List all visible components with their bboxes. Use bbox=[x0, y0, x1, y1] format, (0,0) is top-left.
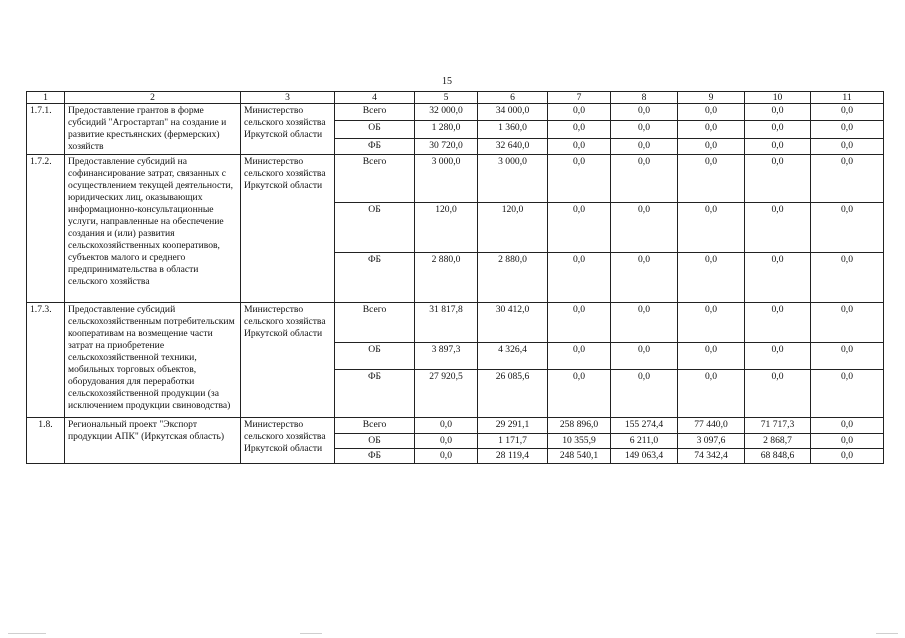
value-cell: 2 880,0 bbox=[478, 253, 548, 303]
value-cell: 1 360,0 bbox=[478, 121, 548, 138]
header-cell: 6 bbox=[478, 92, 548, 104]
value-cell: 0,0 bbox=[678, 155, 745, 203]
value-cell: 28 119,4 bbox=[478, 449, 548, 464]
header-cell: 9 bbox=[678, 92, 745, 104]
item-code: 1.7.3. bbox=[27, 303, 65, 418]
funding-source: ФБ bbox=[335, 138, 415, 154]
value-cell: 0,0 bbox=[611, 203, 678, 253]
value-cell: 0,0 bbox=[415, 418, 478, 434]
table-row bbox=[27, 418, 884, 434]
value-cell: 77 440,0 bbox=[678, 418, 745, 434]
value-cell: 0,0 bbox=[811, 138, 884, 154]
funding-source: Всего bbox=[335, 303, 415, 343]
value-cell: 3 000,0 bbox=[478, 155, 548, 203]
value-cell: 0,0 bbox=[811, 203, 884, 253]
funding-source: ОБ bbox=[335, 434, 415, 449]
value-cell: 0,0 bbox=[678, 104, 745, 121]
value-cell: 30 412,0 bbox=[478, 303, 548, 343]
funding-source: Всего bbox=[335, 418, 415, 434]
header-row bbox=[27, 92, 884, 104]
value-cell: 32 640,0 bbox=[478, 138, 548, 154]
value-cell: 155 274,4 bbox=[611, 418, 678, 434]
value-cell: 27 920,5 bbox=[415, 370, 478, 418]
header-cell: 7 bbox=[548, 92, 611, 104]
scan-mark bbox=[8, 633, 46, 634]
header-cell: 8 bbox=[611, 92, 678, 104]
value-cell: 68 848,6 bbox=[745, 449, 811, 464]
scan-mark bbox=[300, 633, 322, 634]
value-cell: 0,0 bbox=[678, 121, 745, 138]
value-cell: 1 171,7 bbox=[478, 434, 548, 449]
value-cell: 34 000,0 bbox=[478, 104, 548, 121]
value-cell: 0,0 bbox=[811, 418, 884, 434]
value-cell: 0,0 bbox=[745, 370, 811, 418]
value-cell: 31 817,8 bbox=[415, 303, 478, 343]
value-cell: 0,0 bbox=[611, 303, 678, 343]
value-cell: 0,0 bbox=[678, 303, 745, 343]
value-cell: 4 326,4 bbox=[478, 343, 548, 370]
item-executor: Министерство сельского хозяйства Иркутской области bbox=[241, 418, 335, 464]
header-cell: 2 bbox=[65, 92, 241, 104]
item-executor: Министерство сельского хозяйства Иркутской области bbox=[241, 155, 335, 303]
value-cell: 0,0 bbox=[745, 343, 811, 370]
value-cell: 0,0 bbox=[548, 138, 611, 154]
value-cell: 149 063,4 bbox=[611, 449, 678, 464]
value-cell: 120,0 bbox=[415, 203, 478, 253]
item-name: Предоставление субсидий на софинансирование затрат, связанных с осуществлением текущей деятельности, юридических лиц, оказывающих информационно-консультационные услуги, направленные на обеспечение создания и (или) развития сельскохозяйственных кооперативов, субъектов малого и среднего предпринимательства в области сельского хозяйства bbox=[65, 155, 241, 303]
scan-mark bbox=[876, 633, 898, 634]
value-cell: 0,0 bbox=[811, 155, 884, 203]
value-cell: 0,0 bbox=[548, 253, 611, 303]
value-cell: 0,0 bbox=[745, 121, 811, 138]
value-cell: 0,0 bbox=[745, 155, 811, 203]
value-cell: 0,0 bbox=[811, 104, 884, 121]
value-cell: 0,0 bbox=[611, 121, 678, 138]
header-cell: 4 bbox=[335, 92, 415, 104]
value-cell: 0,0 bbox=[811, 121, 884, 138]
value-cell: 0,0 bbox=[548, 303, 611, 343]
value-cell: 0,0 bbox=[745, 253, 811, 303]
value-cell: 0,0 bbox=[548, 104, 611, 121]
program-table bbox=[26, 91, 884, 464]
value-cell: 0,0 bbox=[611, 155, 678, 203]
value-cell: 0,0 bbox=[548, 370, 611, 418]
value-cell: 1 280,0 bbox=[415, 121, 478, 138]
value-cell: 0,0 bbox=[548, 343, 611, 370]
value-cell: 0,0 bbox=[811, 343, 884, 370]
table-row bbox=[27, 104, 884, 121]
value-cell: 0,0 bbox=[678, 370, 745, 418]
value-cell: 3 097,6 bbox=[678, 434, 745, 449]
item-executor: Министерство сельского хозяйства Иркутской области bbox=[241, 303, 335, 418]
value-cell: 0,0 bbox=[611, 104, 678, 121]
value-cell: 0,0 bbox=[548, 203, 611, 253]
value-cell: 258 896,0 bbox=[548, 418, 611, 434]
value-cell: 0,0 bbox=[745, 104, 811, 121]
value-cell: 0,0 bbox=[745, 203, 811, 253]
value-cell: 0,0 bbox=[811, 434, 884, 449]
value-cell: 0,0 bbox=[811, 370, 884, 418]
value-cell: 2 868,7 bbox=[745, 434, 811, 449]
value-cell: 2 880,0 bbox=[415, 253, 478, 303]
item-name: Региональный проект "Экспорт продукции АПК" (Иркутская область) bbox=[65, 418, 241, 464]
value-cell: 0,0 bbox=[611, 370, 678, 418]
value-cell: 3 897,3 bbox=[415, 343, 478, 370]
page-number: 15 bbox=[442, 76, 452, 87]
funding-source: ОБ bbox=[335, 121, 415, 138]
item-code: 1.7.2. bbox=[27, 155, 65, 303]
item-code: 1.7.1. bbox=[27, 104, 65, 155]
header-cell: 5 bbox=[415, 92, 478, 104]
header-cell: 11 bbox=[811, 92, 884, 104]
item-name: Предоставление грантов в форме субсидий "Агростартап" на создание и развитие крестьянских (фермерских) хозяйств bbox=[65, 104, 241, 155]
funding-source: ОБ bbox=[335, 343, 415, 370]
value-cell: 0,0 bbox=[745, 303, 811, 343]
value-cell: 0,0 bbox=[678, 203, 745, 253]
value-cell: 0,0 bbox=[415, 449, 478, 464]
value-cell: 32 000,0 bbox=[415, 104, 478, 121]
value-cell: 29 291,1 bbox=[478, 418, 548, 434]
value-cell: 0,0 bbox=[678, 253, 745, 303]
table-row bbox=[27, 155, 884, 203]
value-cell: 120,0 bbox=[478, 203, 548, 253]
value-cell: 0,0 bbox=[811, 303, 884, 343]
funding-source: Всего bbox=[335, 104, 415, 121]
funding-source: ФБ bbox=[335, 370, 415, 418]
value-cell: 6 211,0 bbox=[611, 434, 678, 449]
value-cell: 0,0 bbox=[611, 138, 678, 154]
value-cell: 248 540,1 bbox=[548, 449, 611, 464]
header-cell: 1 bbox=[27, 92, 65, 104]
value-cell: 0,0 bbox=[811, 253, 884, 303]
funding-source: ОБ bbox=[335, 203, 415, 253]
header-cell: 10 bbox=[745, 92, 811, 104]
item-code: 1.8. bbox=[27, 418, 65, 464]
header-cell: 3 bbox=[241, 92, 335, 104]
value-cell: 0,0 bbox=[415, 434, 478, 449]
funding-source: ФБ bbox=[335, 449, 415, 464]
funding-source: ФБ bbox=[335, 253, 415, 303]
value-cell: 0,0 bbox=[811, 449, 884, 464]
value-cell: 0,0 bbox=[678, 343, 745, 370]
value-cell: 0,0 bbox=[678, 138, 745, 154]
funding-source: Всего bbox=[335, 155, 415, 203]
value-cell: 0,0 bbox=[745, 138, 811, 154]
item-name: Предоставление субсидий сельскохозяйственным потребительским кооперативам на возмещение части затрат на приобретение сельскохозяйственной техники, мобильных торговых объектов, оборудования для переработки сельскохозяйственной продукции (за исключением продукции свиноводства) bbox=[65, 303, 241, 418]
value-cell: 10 355,9 bbox=[548, 434, 611, 449]
value-cell: 0,0 bbox=[611, 253, 678, 303]
value-cell: 26 085,6 bbox=[478, 370, 548, 418]
table-row bbox=[27, 303, 884, 343]
value-cell: 0,0 bbox=[548, 121, 611, 138]
value-cell: 0,0 bbox=[611, 343, 678, 370]
value-cell: 71 717,3 bbox=[745, 418, 811, 434]
value-cell: 30 720,0 bbox=[415, 138, 478, 154]
value-cell: 0,0 bbox=[548, 155, 611, 203]
value-cell: 3 000,0 bbox=[415, 155, 478, 203]
value-cell: 74 342,4 bbox=[678, 449, 745, 464]
item-executor: Министерство сельского хозяйства Иркутской области bbox=[241, 104, 335, 155]
